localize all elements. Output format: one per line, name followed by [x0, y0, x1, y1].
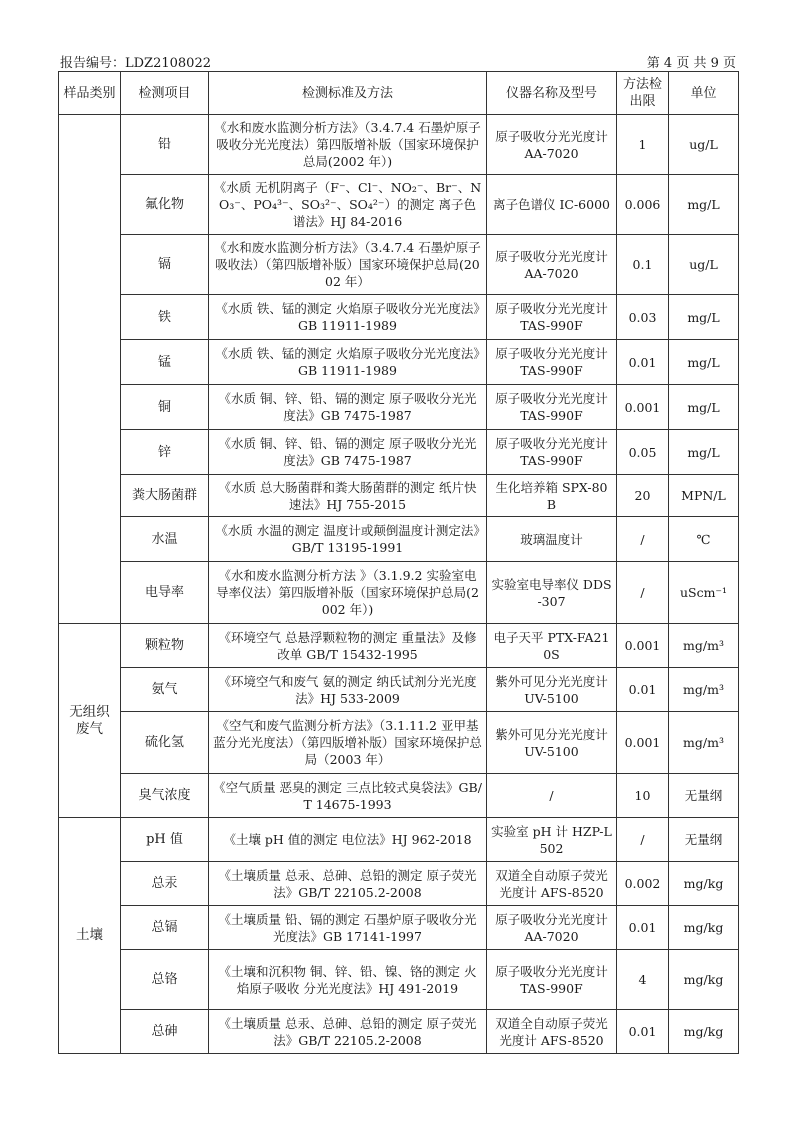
detection-limit-cell: 1 [617, 115, 669, 175]
instrument-cell: 离子色谱仪 IC-6000 [487, 175, 617, 235]
test-item-cell: 氟化物 [121, 175, 209, 235]
table-row [59, 624, 739, 668]
instrument-cell: / [487, 774, 617, 818]
test-item-cell: pH 值 [121, 818, 209, 862]
detection-limit-cell: 0.03 [617, 295, 669, 340]
sample-category-cell: 无组织废气 [59, 624, 121, 818]
test-item-cell: 总汞 [121, 862, 209, 906]
detection-limit-cell: 0.01 [617, 340, 669, 385]
detection-limit-cell: / [617, 818, 669, 862]
detection-limit-cell: 0.006 [617, 175, 669, 235]
unit-cell: mg/m³ [669, 712, 739, 774]
test-method-cell: 《水质 铜、锌、铅、镉的测定 原子吸收分光光度法》GB 7475-1987 [209, 430, 487, 475]
instrument-cell: 原子吸收分光光度计 TAS-990F [487, 340, 617, 385]
detection-limit-cell: 0.01 [617, 906, 669, 950]
detection-limit-cell: 20 [617, 475, 669, 517]
detection-limit-cell: 0.01 [617, 1010, 669, 1054]
test-method-cell: 《土壤质量 总汞、总砷、总铅的测定 原子荧光法》GB/T 22105.2-2008 [209, 862, 487, 906]
instrument-cell: 电子天平 PTX-FA210S [487, 624, 617, 668]
test-item-cell: 臭气浓度 [121, 774, 209, 818]
report-header [60, 50, 736, 72]
table-row [59, 950, 739, 1010]
unit-cell: mg/kg [669, 906, 739, 950]
detection-limit-cell: 4 [617, 950, 669, 1010]
test-method-cell: 《空气质量 恶臭的测定 三点比较式臭袋法》GB/T 14675-1993 [209, 774, 487, 818]
instrument-cell: 实验室 pH 计 HZP-L502 [487, 818, 617, 862]
instrument-cell: 紫外可见分光光度计 UV-5100 [487, 712, 617, 774]
table-row [59, 862, 739, 906]
detection-limit-cell: 0.05 [617, 430, 669, 475]
instrument-cell: 原子吸收分光光度计 AA-7020 [487, 115, 617, 175]
detection-limit-cell: 0.001 [617, 712, 669, 774]
test-item-cell: 总镉 [121, 906, 209, 950]
column-header-limit: 方法检出限 [617, 72, 669, 115]
instrument-cell: 原子吸收分光光度计 AA-7020 [487, 235, 617, 295]
column-header-item: 检测项目 [121, 72, 209, 115]
unit-cell: mg/kg [669, 950, 739, 1010]
detection-limit-cell: 0.001 [617, 385, 669, 430]
table-row [59, 774, 739, 818]
page-indicator: 第 4 页 共 9 页 [646, 56, 736, 71]
table-row [59, 668, 739, 712]
unit-cell: mg/m³ [669, 624, 739, 668]
test-item-cell: 水温 [121, 517, 209, 562]
table-row [59, 340, 739, 385]
test-method-cell: 《土壤质量 总汞、总砷、总铅的测定 原子荧光法》GB/T 22105.2-2008 [209, 1010, 487, 1054]
report-number: 报告编号：LDZ2108022 [60, 56, 211, 71]
unit-cell: mg/L [669, 385, 739, 430]
test-item-cell: 锰 [121, 340, 209, 385]
detection-limit-cell: 0.1 [617, 235, 669, 295]
test-method-cell: 《水和废水监测分析方法》（3.4.7.4 石墨炉原子吸收法）（第四版增补版）国家环境保护总局(2002 年） [209, 235, 487, 295]
unit-cell: 无量纲 [669, 818, 739, 862]
test-method-cell: 《环境空气和废气 氨的测定 纳氏试剂分光光度法》HJ 533-2009 [209, 668, 487, 712]
instrument-cell: 原子吸收分光光度计 TAS-990F [487, 295, 617, 340]
test-item-cell: 硫化氢 [121, 712, 209, 774]
table-row [59, 562, 739, 624]
unit-cell: MPN/L [669, 475, 739, 517]
test-item-cell: 电导率 [121, 562, 209, 624]
test-item-cell: 铁 [121, 295, 209, 340]
unit-cell: mg/L [669, 340, 739, 385]
test-method-cell: 《水和废水监测分析方法 》（3.1.9.2 实验室电导率仪法）第四版增补版（国家环境保护总局(2002 年）) [209, 562, 487, 624]
table-row [59, 235, 739, 295]
test-item-cell: 锌 [121, 430, 209, 475]
unit-cell: ug/L [669, 235, 739, 295]
instrument-cell: 紫外可见分光光度计 UV-5100 [487, 668, 617, 712]
test-method-cell: 《环境空气 总悬浮颗粒物的测定 重量法》及修改单 GB/T 15432-1995 [209, 624, 487, 668]
detection-limit-cell: 0.001 [617, 624, 669, 668]
test-method-cell: 《水质 铜、锌、铅、镉的测定 原子吸收分光光度法》GB 7475-1987 [209, 385, 487, 430]
test-item-cell: 总铬 [121, 950, 209, 1010]
test-item-cell: 颗粒物 [121, 624, 209, 668]
sample-category-cell [59, 115, 121, 624]
detection-limit-cell: 0.01 [617, 668, 669, 712]
table-row [59, 818, 739, 862]
detection-limit-cell: 10 [617, 774, 669, 818]
detection-limit-cell: / [617, 517, 669, 562]
table-row [59, 295, 739, 340]
test-method-cell: 《土壤质量 铅、镉的测定 石墨炉原子吸收分光光度法》GB 17141-1997 [209, 906, 487, 950]
table-row [59, 906, 739, 950]
unit-cell: mg/kg [669, 862, 739, 906]
test-method-cell: 《水质 铁、锰的测定 火焰原子吸收分光光度法》GB 11911-1989 [209, 295, 487, 340]
table-row [59, 475, 739, 517]
table-row [59, 712, 739, 774]
instrument-cell: 生化培养箱 SPX-80B [487, 475, 617, 517]
test-method-cell: 《土壤 pH 值的测定 电位法》HJ 962-2018 [209, 818, 487, 862]
column-header-unit: 单位 [669, 72, 739, 115]
test-item-cell: 氨气 [121, 668, 209, 712]
instrument-cell: 实验室电导率仪 DDS-307 [487, 562, 617, 624]
test-method-cell: 《土壤和沉积物 铜、锌、铅、镍、铬的测定 火焰原子吸收 分光光度法》HJ 491-2019 [209, 950, 487, 1010]
instrument-cell: 原子吸收分光光度计 AA-7020 [487, 906, 617, 950]
unit-cell: 无量纲 [669, 774, 739, 818]
test-method-cell: 《水质 无机阴离子（F⁻、Cl⁻、NO₂⁻、Br⁻、NO₃⁻、PO₄³⁻、SO₃²⁻、SO₄²⁻）的测定 离子色谱法》HJ 84-2016 [209, 175, 487, 235]
column-header-method: 检测标准及方法 [209, 72, 487, 115]
instrument-cell: 原子吸收分光光度计 TAS-990F [487, 430, 617, 475]
unit-cell: mg/L [669, 295, 739, 340]
table-row [59, 430, 739, 475]
column-header-instrument: 仪器名称及型号 [487, 72, 617, 115]
table-row [59, 385, 739, 430]
test-item-cell: 镉 [121, 235, 209, 295]
test-method-cell: 《空气和废气监测分析方法》（3.1.11.2 亚甲基蓝分光光度法）（第四版增补版）国家环境保护总局（2003 年） [209, 712, 487, 774]
unit-cell: mg/L [669, 430, 739, 475]
unit-cell: ug/L [669, 115, 739, 175]
instrument-cell: 双道全自动原子荧光光度计 AFS-8520 [487, 1010, 617, 1054]
test-method-cell: 《水质 总大肠菌群和粪大肠菌群的测定 纸片快速法》HJ 755-2015 [209, 475, 487, 517]
test-item-cell: 铜 [121, 385, 209, 430]
test-item-cell: 总砷 [121, 1010, 209, 1054]
unit-cell: mg/kg [669, 1010, 739, 1054]
test-method-cell: 《水质 铁、锰的测定 火焰原子吸收分光光度法》GB 11911-1989 [209, 340, 487, 385]
table-row [59, 175, 739, 235]
test-method-cell: 《水质 水温的测定 温度计或颠倒温度计测定法》GB/T 13195-1991 [209, 517, 487, 562]
table-row [59, 517, 739, 562]
test-item-cell: 铅 [121, 115, 209, 175]
instrument-cell: 原子吸收分光光度计 TAS-990F [487, 385, 617, 430]
unit-cell: uScm⁻¹ [669, 562, 739, 624]
table-body [59, 115, 739, 1054]
table-row [59, 1010, 739, 1054]
table-row [59, 115, 739, 175]
detection-limit-cell: 0.002 [617, 862, 669, 906]
instrument-cell: 原子吸收分光光度计 TAS-990F [487, 950, 617, 1010]
column-header-category: 样品类别 [59, 72, 121, 115]
sample-category-cell: 土壤 [59, 818, 121, 1054]
test-item-cell: 粪大肠菌群 [121, 475, 209, 517]
unit-cell: mg/L [669, 175, 739, 235]
instrument-cell: 玻璃温度计 [487, 517, 617, 562]
test-method-cell: 《水和废水监测分析方法》（3.4.7.4 石墨炉原子吸收分光光度法）第四版增补版（国家环境保护总局(2002 年）) [209, 115, 487, 175]
instrument-cell: 双道全自动原子荧光光度计 AFS-8520 [487, 862, 617, 906]
table-header-row [59, 72, 739, 115]
test-methods-table [58, 71, 739, 1054]
detection-limit-cell: / [617, 562, 669, 624]
unit-cell: mg/m³ [669, 668, 739, 712]
unit-cell: ℃ [669, 517, 739, 562]
